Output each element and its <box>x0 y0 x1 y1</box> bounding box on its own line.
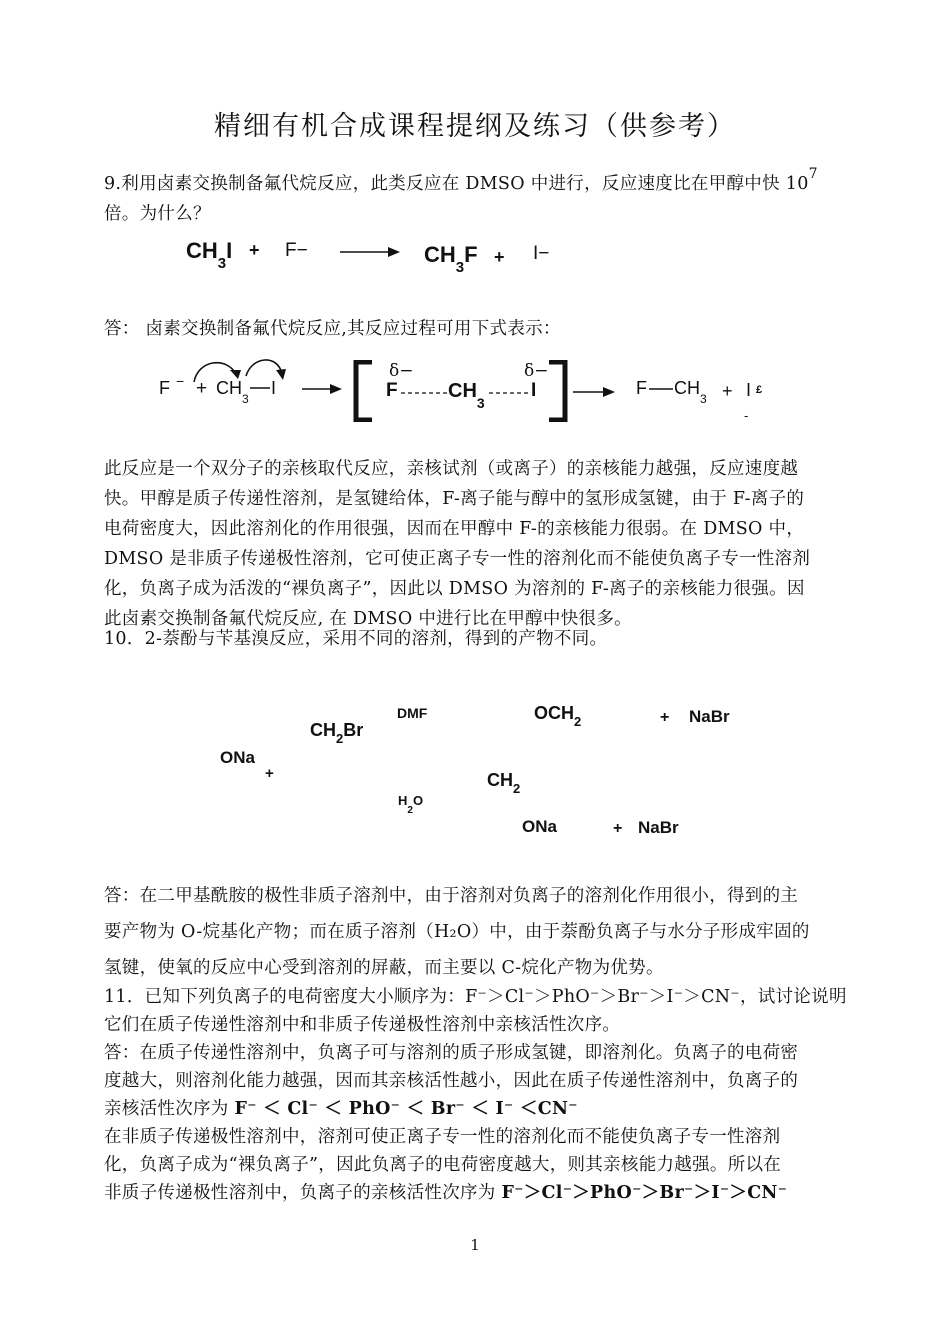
plus-0: + <box>265 765 274 782</box>
q11-line: 它们在质子传递性溶剂中和非质子传递极性溶剂中亲核活性次序。 <box>104 1015 621 1035</box>
plus-1: + <box>660 709 670 726</box>
q9-explanation-line: 此卤素交换制备氟代烷反应, 在 DMSO 中进行比在甲醇中快很多。 <box>104 609 632 629</box>
question-11 <box>104 983 852 1207</box>
q11-answer-line: 在非质子传递极性溶剂中，溶剂可使正离子专一性的溶剂化而不能使负离子专一性溶剂 <box>104 1127 781 1147</box>
prod-fluorine: F <box>636 378 647 398</box>
delta-minus-1: δ− <box>389 361 414 381</box>
eq-iodide: I− <box>533 243 550 264</box>
eq-ch3f-sub: 3 <box>455 259 465 276</box>
product-och2-text: OCH <box>534 703 574 723</box>
q11-answer-prefix: 亲核活性次序为 <box>104 1099 229 1119</box>
q11-line: 11．已知下列负离子的电荷密度大小顺序为：F⁻＞Cl⁻＞PhO⁻＞Br⁻＞I⁻＞CN⁻，试讨论说明 <box>104 987 847 1007</box>
product-ch2-sub: 2 <box>513 781 521 796</box>
q9-explanation-line: 电荷密度大，因此溶剂化的作用很强，因而在甲醇中 F-的亲核能力很弱。在 DMSO 中， <box>104 519 805 539</box>
question-9 <box>104 163 852 229</box>
mech-f: F <box>159 378 170 398</box>
protic-order: F⁻ ＜ Cl⁻ ＜ PhO⁻ ＜ Br⁻ ＜ I⁻ ＜CN⁻ <box>234 1099 578 1119</box>
nabr-2: NaBr <box>638 818 679 837</box>
prod-ch3 <box>674 378 707 406</box>
prod-iodine: I <box>746 380 752 400</box>
prod-ch3-sub: 3 <box>700 392 707 406</box>
benzyl-bromide <box>310 720 364 746</box>
benzyl-bromide-sub: 2 <box>336 731 344 746</box>
question-9-text: 9.利用卤素交换制备氟代烷反应，此类反应在 DMSO 中进行，反应速度比在甲醇中快 10 <box>104 173 809 194</box>
right-bracket <box>543 360 571 422</box>
eq-ch3i-ch: CH <box>186 238 218 263</box>
ts-fluorine: F <box>386 380 398 401</box>
plus-2: + <box>613 820 623 837</box>
solvent-h2o-h: H <box>398 793 408 808</box>
ts-ch3 <box>448 380 485 411</box>
eq-ch3f-ch: CH <box>424 242 456 267</box>
benzyl-bromide-br: Br <box>343 720 364 740</box>
question-10: 10．2-萘酚与苄基溴反应，采用不同的溶剂，得到的产物不同。 <box>104 629 608 649</box>
prod-iodine-symbol: £ <box>756 384 763 396</box>
solvent-dmf: DMF <box>397 705 428 721</box>
reactant-ona: ONa <box>220 748 255 767</box>
q9-explanation-line: DMSO 是非质子传递极性溶剂，它可使正离子专一性的溶剂化而不能使负离子专一性溶剂 <box>104 549 811 569</box>
mech-f-charge: − <box>176 373 185 389</box>
nabr-1: NaBr <box>689 707 730 726</box>
mech-fluoride <box>159 373 185 399</box>
ts-partial-bond-2 <box>489 391 531 395</box>
q9-explanation <box>104 454 852 634</box>
reaction-arrow-1 <box>338 245 402 259</box>
question-9-line2: 倍。为什么？ <box>104 203 211 224</box>
page-title: 精细有机合成课程提纲及练习（供参考） <box>214 111 736 142</box>
q11-answer-line: 化，负离子成为“裸负离子”，因此负离子的电荷密度越大，则其亲核能力越强。所以在 <box>104 1155 782 1175</box>
page-number: 1 <box>470 1236 480 1254</box>
q10-answer <box>104 878 852 986</box>
question-9-exponent: 7 <box>808 166 818 182</box>
prod-iodine-charge: - <box>744 408 749 423</box>
eq-plus-1: + <box>249 240 260 260</box>
mech-ch3 <box>216 378 249 406</box>
benzyl-bromide-ch: CH <box>310 720 336 740</box>
q11-answer-prefix-2: 非质子传递极性溶剂中，负离子的亲核活性次序为 <box>104 1183 496 1203</box>
delta-minus-2: δ− <box>524 361 549 381</box>
prod-bond <box>649 387 673 391</box>
q9-explanation-line: 化，负离子成为活泼的“裸负离子”，因此以 DMSO 为溶剂的 F-离子的亲核能力很强。因 <box>104 579 805 599</box>
eq-ch3f <box>424 242 478 276</box>
q11-answer-line: 度越大，则溶剂化能力越强，因而其亲核活性越小，因此在质子传递性溶剂中，负离子的 <box>104 1071 799 1091</box>
q9-explanation-line: 快。甲醇是质子传递性溶剂，是氢键给体，F-离子能与醇中的氢形成氢键，由于 F-离子的 <box>104 489 805 509</box>
reaction-arrow-2 <box>300 382 344 396</box>
eq-ch3f-f: F <box>464 242 478 267</box>
product-ch2 <box>487 770 521 796</box>
product-och2-sub: 2 <box>574 714 582 729</box>
q11-answer-line: 答：在质子传递性溶剂中，负离子可与溶剂的质子形成氢键，即溶剂化。负离子的电荷密 <box>104 1043 799 1063</box>
eq-ch3i <box>186 238 233 272</box>
product-ona: ONa <box>522 817 557 836</box>
eq-fluoride: F− <box>285 240 308 261</box>
mech-plus: + <box>196 378 208 399</box>
left-bracket <box>350 360 378 422</box>
solvent-h2o-o: O <box>412 793 424 808</box>
q10-answer-line: 氢键，使氧的反应中心受到溶剂的屏蔽，而主要以 C-烷化产物为优势。 <box>104 958 664 978</box>
q9-answer-intro: 答： 卤素交换制备氟代烷反应,其反应过程可用下式表示： <box>104 319 561 339</box>
q10-answer-line: 答：在二甲基酰胺的极性非质子溶剂中，由于溶剂对负离子的溶剂化作用很小，得到的主 <box>104 886 799 906</box>
aprotic-order: F⁻＞Cl⁻＞PhO⁻＞Br⁻＞I⁻＞CN⁻ <box>501 1183 788 1203</box>
eq-ch3i-i: I <box>226 238 233 263</box>
ts-partial-bond-1 <box>401 391 447 395</box>
mech-ch3-sub: 3 <box>242 392 249 406</box>
q10-answer-line: 要产物为 O-烷基化产物；而在质子溶剂（H₂O）中，由于萘酚负离子与水分子形成牢固的 <box>104 922 810 942</box>
reaction-arrow-3 <box>571 385 617 399</box>
ts-iodine: I <box>531 380 537 401</box>
q9-explanation-line: 此反应是一个双分子的亲核取代反应，亲核试剂（或离子）的亲核能力越强，反应速度越 <box>104 459 799 479</box>
ts-ch3-ch: CH <box>448 380 477 402</box>
mech-ch3-ch: CH <box>216 378 242 398</box>
solvent-h2o-sub: 2 <box>407 805 413 816</box>
solvent-h2o <box>398 793 424 816</box>
mech-bond <box>250 386 270 390</box>
ts-ch3-sub: 3 <box>476 395 485 411</box>
eq-ch3i-sub: 3 <box>217 255 227 272</box>
prod-ch3-ch: CH <box>674 378 700 398</box>
product-och2 <box>534 703 582 729</box>
mech-iodine: I <box>271 378 277 398</box>
eq-plus-2: + <box>494 247 505 267</box>
product-ch2-text: CH <box>487 770 513 790</box>
prod-plus: + <box>722 381 733 401</box>
